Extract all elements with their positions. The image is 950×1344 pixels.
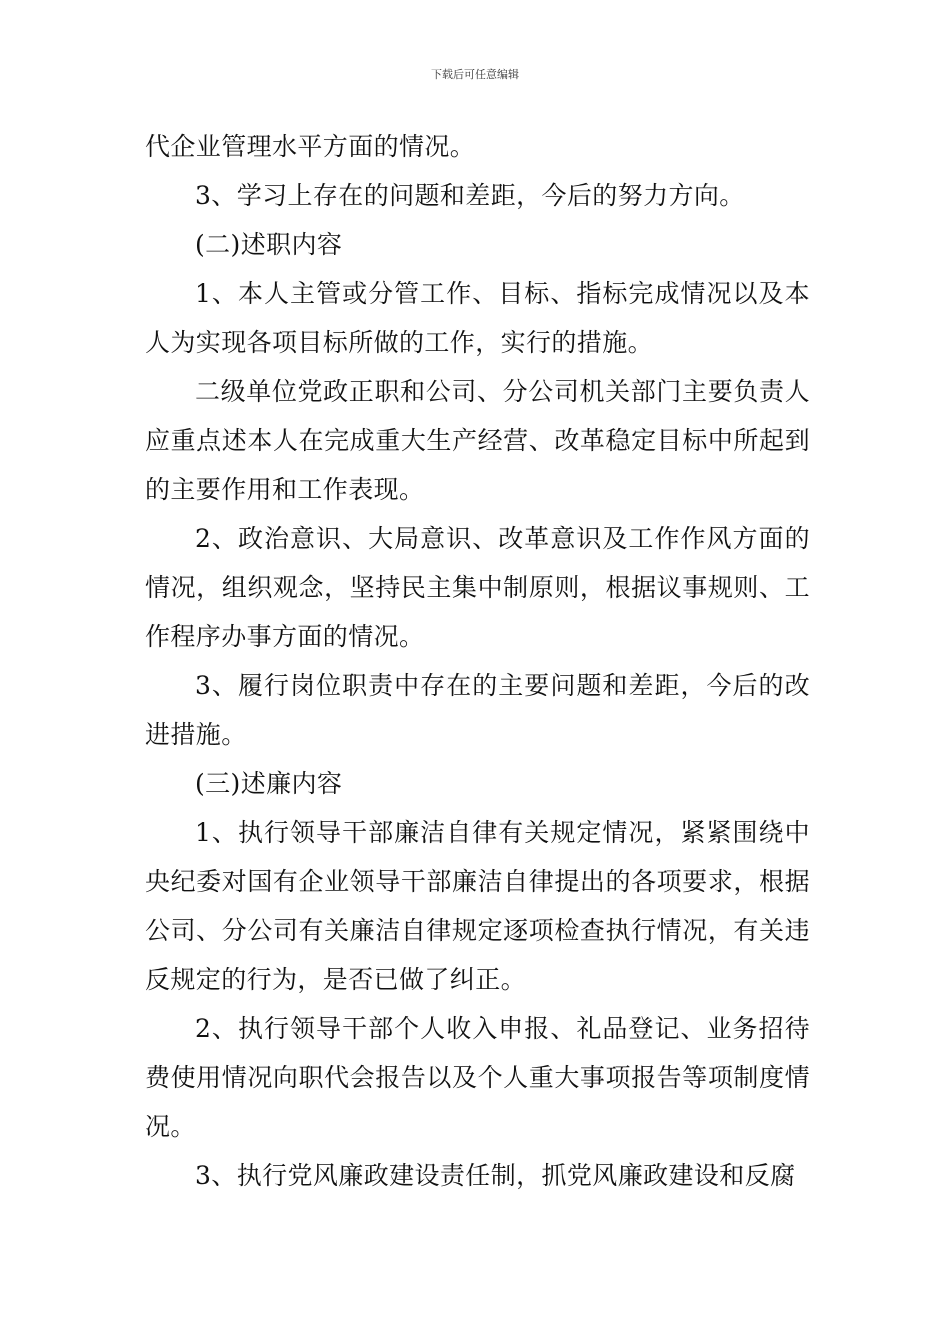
paragraph-study-item-3: 3、学习上存在的问题和差距，今后的努力方向。	[195, 181, 745, 210]
document-body	[145, 122, 810, 1200]
paragraph-duty-item-2: 2、政治意识、大局意识、改革意识及工作作风方面的情况，组织观念，坚持民主集中制原则，根据议事规则、工作程序办事方面的情况。	[145, 524, 810, 651]
paragraph-duty-item-1: 1、本人主管或分管工作、目标、指标完成情况以及本人为实现各项目标所做的工作，实行的措施。	[145, 279, 810, 357]
paragraph-integrity-item-3: 3、执行党风廉政建设责任制，抓党风廉政建设和反腐	[195, 1161, 796, 1190]
paragraph-integrity-item-2: 2、执行领导干部个人收入申报、礼品登记、业务招待费使用情况向职代会报告以及个人重大事项报告等项制度情况。	[145, 1014, 810, 1141]
page-header-note: 下载后可任意编辑	[431, 68, 519, 81]
paragraph-duty-item-1-detail: 二级单位党政正职和公司、分公司机关部门主要负责人应重点述本人在完成重大生产经营、改革稳定目标中所起到的主要作用和工作表现。	[145, 377, 810, 504]
paragraph-continuation: 代企业管理水平方面的情况。	[145, 132, 476, 161]
section-heading-duty-report: (二)述职内容	[195, 230, 343, 259]
section-heading-integrity-report: (三)述廉内容	[195, 769, 343, 798]
paragraph-duty-item-3: 3、履行岗位职责中存在的主要问题和差距，今后的改进措施。	[145, 671, 810, 749]
paragraph-integrity-item-1: 1、执行领导干部廉洁自律有关规定情况，紧紧围绕中央纪委对国有企业领导干部廉洁自律提出的各项要求，根据公司、分公司有关廉洁自律规定逐项检查执行情况，有关违反规定的行为，是否已做了纠正。	[145, 818, 810, 994]
